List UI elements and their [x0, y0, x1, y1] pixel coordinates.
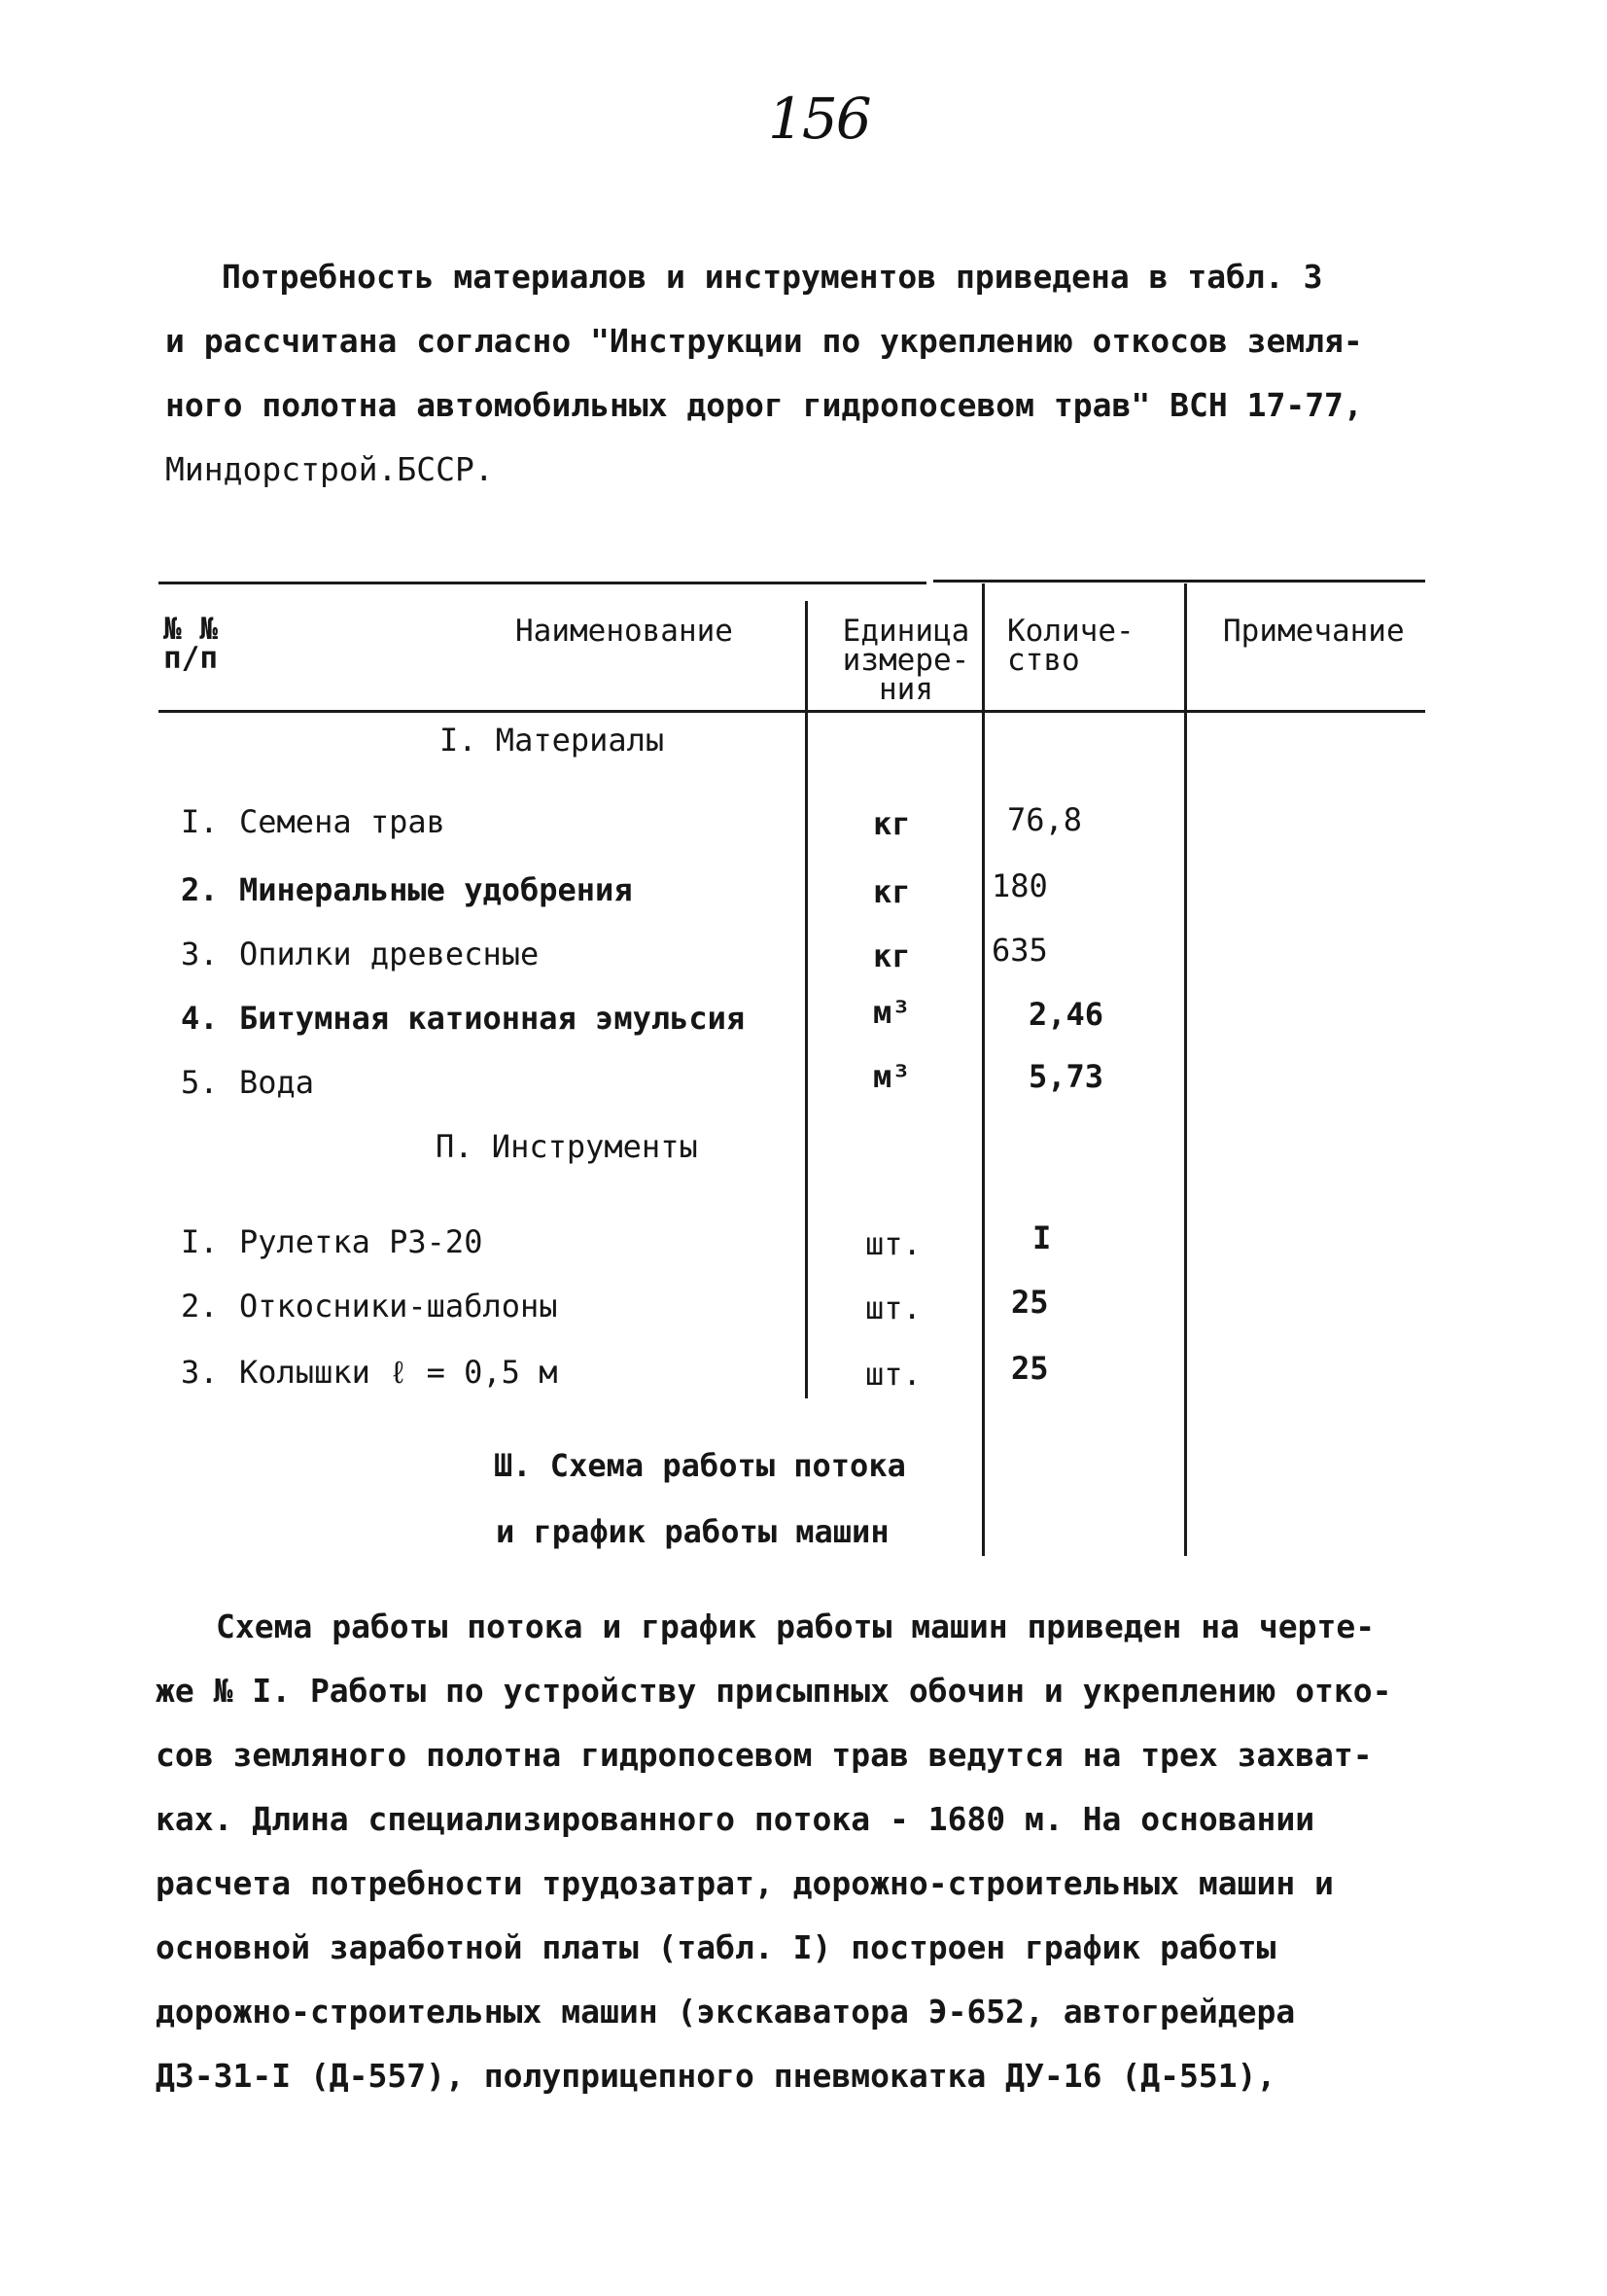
row-quantity: 76,8 — [1007, 801, 1083, 838]
body-paragraph — [216, 1595, 1489, 1659]
row-unit: шт. — [865, 1289, 922, 1326]
table-top-rule-right — [933, 580, 1425, 583]
body-paragraph-cont — [156, 1659, 1429, 2108]
header-qty-line: ство — [1007, 643, 1080, 678]
row-name: Минеральные удобрения — [239, 871, 633, 908]
header-unit — [828, 614, 984, 707]
table-top-rule — [158, 582, 926, 584]
intro-line: ного полотна автомобильных дорог гидропосевом трав" ВСН 17-77, — [165, 386, 1363, 424]
page-number: 156 — [768, 86, 870, 152]
body-line: ДЗ-31-I (Д-557), полуприцепного пневмокатка ДУ-16 (Д-551), — [156, 2057, 1276, 2095]
row-number: 2. — [181, 871, 219, 908]
section-scheme-title: Ш. Схема работы потока — [494, 1447, 906, 1484]
row-name: Откосники-шаблоны — [239, 1288, 558, 1325]
row-unit: м³ — [873, 994, 911, 1031]
row-name: Рулетка РЗ-20 — [239, 1223, 483, 1260]
row-unit: кг — [873, 805, 911, 842]
row-number: 3. — [181, 1354, 219, 1391]
section-tools-title: П. Инструменты — [436, 1128, 698, 1165]
row-name: Семена трав — [239, 803, 445, 840]
intro-line: Потребность материалов и инструментов приведена в табл. 3 — [222, 258, 1323, 296]
column-divider-note — [1184, 583, 1187, 1556]
header-unit-line: ния — [879, 672, 933, 707]
column-divider-qty — [982, 583, 985, 1556]
header-name: Наименование — [515, 614, 733, 649]
header-unit-line: Единица — [842, 614, 970, 649]
row-quantity: 180 — [992, 867, 1048, 904]
row-unit: шт. — [865, 1356, 922, 1393]
row-name: Вода — [239, 1064, 315, 1101]
body-line: основной заработной платы (табл. I) построен график работы — [156, 1928, 1276, 1966]
row-name: Опилки древесные — [239, 936, 540, 972]
header-number-line: № № — [163, 612, 218, 647]
row-unit: м³ — [873, 1058, 911, 1095]
body-line: расчета потребности трудозатрат, дорожно-строительных машин и — [156, 1864, 1334, 1902]
row-number: I. — [181, 1223, 219, 1260]
row-quantity: 2,46 — [1029, 996, 1104, 1033]
row-number: I. — [181, 803, 219, 840]
header-quantity — [1007, 614, 1135, 678]
row-quantity: 5,73 — [1029, 1058, 1104, 1095]
body-line: Схема работы потока и график работы машин приведен на черте- — [216, 1607, 1376, 1645]
row-name: Битумная катионная эмульсия — [239, 1000, 746, 1037]
row-quantity: 635 — [992, 932, 1048, 969]
row-number: 5. — [181, 1064, 219, 1101]
row-number: 2. — [181, 1288, 219, 1325]
body-line: же № I. Работы по устройству присыпных обочин и укреплению отко- — [156, 1672, 1392, 1710]
header-qty-line: Количе- — [1007, 614, 1135, 649]
intro-line: Миндорстрой.БССР. — [165, 450, 494, 488]
intro-paragraph — [222, 245, 1495, 309]
header-number-line: п/п — [163, 641, 218, 676]
row-quantity: 25 — [1011, 1350, 1049, 1387]
header-unit-line: измере- — [842, 643, 970, 678]
row-quantity: I — [1032, 1219, 1052, 1256]
section-scheme-title-cont: и график работы машин — [496, 1513, 890, 1550]
intro-line: и рассчитана согласно "Инструкции по укреплению откосов земля- — [165, 322, 1363, 360]
row-quantity: 25 — [1011, 1284, 1049, 1321]
body-line: ках. Длина специализированного потока - 1680 м. На основании — [156, 1800, 1315, 1838]
row-unit: кг — [873, 937, 911, 974]
row-name: Колышки ℓ = 0,5 м — [239, 1354, 558, 1391]
row-number: 4. — [181, 1000, 219, 1037]
header-number — [163, 612, 218, 676]
row-unit: шт. — [865, 1225, 922, 1262]
row-number: 3. — [181, 936, 219, 972]
body-line: сов земляного полотна гидропосевом трав ведутся на трех захват- — [156, 1736, 1373, 1774]
intro-paragraph-cont — [165, 309, 1439, 502]
body-line: дорожно-строительных машин (экскаватора Э-652, автогрейдера — [156, 1993, 1296, 2031]
column-divider-unit — [805, 601, 808, 1398]
row-unit: кг — [873, 873, 911, 910]
table-header-rule — [158, 710, 1425, 713]
header-note: Примечание — [1223, 614, 1405, 649]
section-materials-title: I. Материалы — [439, 722, 665, 759]
